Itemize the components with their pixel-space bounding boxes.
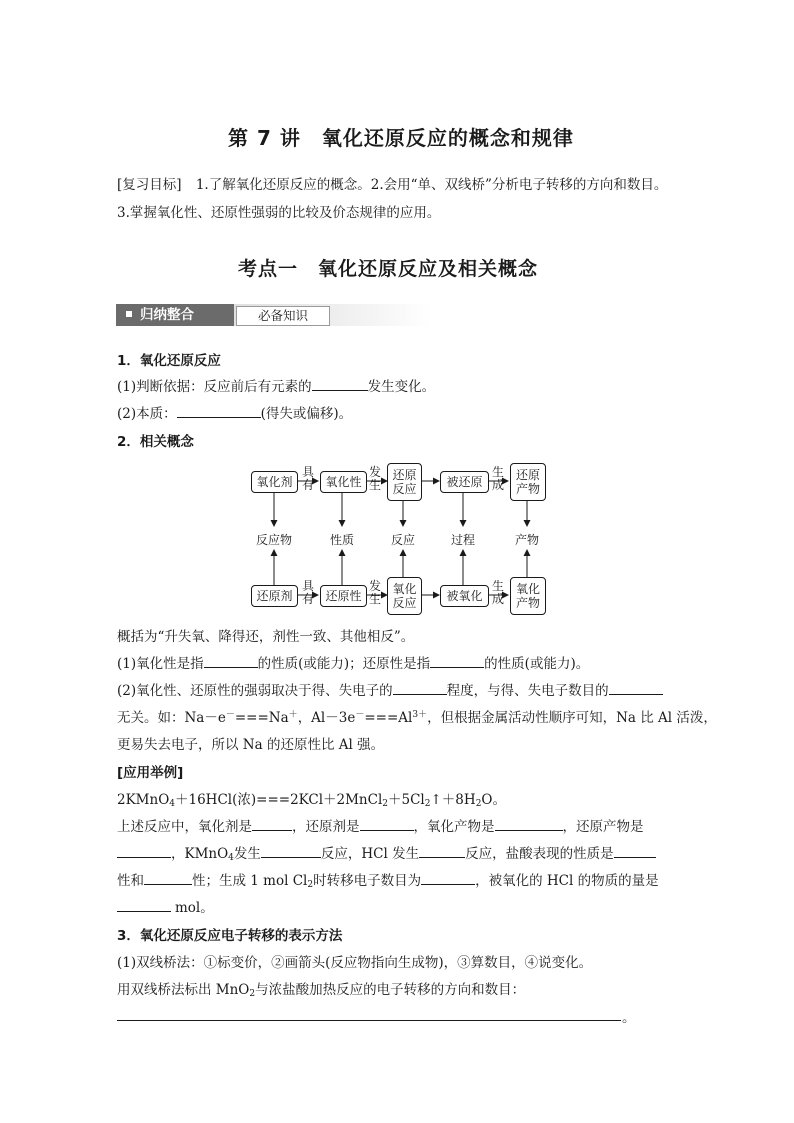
text: ，还原产物是 (562, 819, 644, 835)
item2-p3 (117, 706, 717, 726)
label-undergo-top: 发 生 (368, 465, 381, 492)
answer-blank[interactable] (421, 872, 475, 885)
box-reductant: 还原剂 (251, 585, 298, 607)
example-equation (117, 788, 506, 809)
label-has-bottom: 具 有 (301, 579, 314, 606)
page-title: 第 7 讲 氧化还原反应的概念和规律 (228, 126, 574, 150)
square-icon (126, 311, 132, 317)
text: mol。 (175, 900, 214, 916)
answer-blank[interactable] (430, 655, 484, 668)
text: (1)氧化性是指 (117, 656, 204, 672)
text: ↑＋8H (430, 792, 476, 808)
item1-p1 (117, 375, 435, 395)
box-reducing: 还原性 (320, 585, 367, 607)
subscript: 2 (249, 989, 256, 999)
example-heading: [应用举例] (117, 765, 184, 781)
text: ，被氧化的 HCl 的物质的量是 (475, 873, 659, 889)
box-reduced: 被还原 (440, 471, 489, 493)
text: 反应，HCl 发生 (320, 846, 420, 862)
box-reduction-product: 还原 产物 (510, 463, 546, 501)
text: 发生 (233, 846, 261, 862)
answer-line[interactable] (117, 1020, 621, 1021)
superscript: － (225, 710, 235, 720)
example-line1 (117, 815, 644, 835)
answer-blank[interactable] (144, 872, 192, 885)
text: ，氧化产物是 (413, 819, 495, 835)
answer-blank[interactable] (419, 845, 465, 858)
text: 性和 (117, 873, 144, 889)
subscript: 2 (475, 799, 482, 809)
answer-blank[interactable] (360, 818, 414, 831)
item3-p2 (117, 978, 525, 999)
example-line4 (117, 896, 214, 916)
subscript: 2 (424, 799, 431, 809)
review-goals-label: [复习目标] (117, 177, 182, 193)
item2-p2 (117, 679, 663, 699)
box-oxidant: 氧化剂 (251, 471, 298, 493)
text: (得失或偏移)。 (260, 406, 353, 422)
answer-blank[interactable] (393, 682, 447, 695)
answer-blank[interactable] (609, 682, 663, 695)
text: ，但根据金属活动性顺序可知，Na 比 Al 活泼， (427, 710, 717, 726)
answer-blank[interactable] (312, 378, 368, 391)
label-property: 性质 (329, 533, 354, 547)
answer-blank[interactable] (261, 845, 321, 858)
text: 程度，与得、失电子数目的 (446, 683, 609, 699)
answer-blank[interactable] (117, 845, 171, 858)
text: 性；生成 1 mol Cl (192, 873, 308, 889)
text: ===Na (234, 710, 289, 726)
text: 与浓盐酸加热反应的电子转移的方向和数目： (255, 982, 526, 998)
text: 用双线桥法标出 MnO (117, 982, 250, 998)
item3-heading: 3．氧化还原反应电子转移的表示方法 (117, 928, 343, 944)
superscript: 3＋ (412, 710, 428, 720)
text: ，还原剂是 (292, 819, 360, 835)
text: 的性质(或能力)。 (484, 656, 590, 672)
answer-blank[interactable] (117, 899, 171, 912)
review-goals-text1: 1.了解氧化还原反应的概念。2.会用“单、双线桥”分析电子转移的方向和数目。 (195, 177, 668, 193)
text: ，KMnO (171, 846, 229, 862)
answer-line-end: 。 (622, 1010, 636, 1026)
label-generate-bottom: 生 成 (491, 579, 504, 606)
subscript: 4 (228, 853, 234, 863)
item2-p4: 更易失去电子，所以 Na 的还原性比 Al 强。 (117, 737, 385, 753)
text: 时转移电子数目为 (313, 873, 422, 889)
text: 的性质(或能力)；还原性是指 (257, 656, 431, 672)
section-tag-primary-label: 归纳整合 (140, 307, 194, 323)
box-oxidizing: 氧化性 (320, 471, 367, 493)
label-undergo-bottom: 发 生 (368, 579, 381, 606)
section-tag-secondary: 必备知识 (236, 306, 330, 326)
box-reduction-reaction: 还原 反应 (387, 463, 422, 501)
subscript: 2 (307, 880, 314, 890)
review-goals-line2: 3.掌握氧化性、还原性强弱的比较及价态规律的应用。 (117, 205, 441, 221)
section-tag-primary (116, 304, 234, 326)
example-line2 (117, 842, 656, 863)
text: (2)本质： (117, 406, 177, 422)
subscript: 4 (169, 799, 175, 809)
item1-p2 (117, 402, 352, 422)
label-generate-top: 生 成 (491, 465, 504, 492)
review-goals-line1 (117, 173, 667, 193)
superscript: ＋ (288, 710, 298, 720)
label-reaction: 反应 (390, 533, 415, 547)
item1-heading: 1．氧化还原反应 (117, 353, 221, 369)
example-line3 (117, 869, 659, 890)
answer-blank[interactable] (204, 655, 258, 668)
text: 上述反应中，氧化剂是 (117, 819, 252, 835)
text: 无关。如：Na－e (117, 710, 226, 726)
text: ＋16HCl(浓)===2KCl＋2MnCl (175, 792, 383, 808)
text: 2KMnO (117, 792, 170, 808)
text: O。 (481, 792, 506, 808)
text: ===Al (364, 710, 413, 726)
answer-blank[interactable] (614, 845, 656, 858)
label-reactant: 反应物 (255, 533, 292, 547)
item2-heading: 2．相关概念 (117, 434, 194, 450)
text: ，Al－3e (297, 710, 356, 726)
label-product: 产物 (514, 533, 539, 547)
label-process: 过程 (450, 533, 475, 547)
summary-rule: 概括为“升失氧、降得还，剂性一致、其他相反”。 (117, 629, 415, 645)
superscript: － (355, 710, 365, 720)
text: 发生变化。 (367, 379, 436, 395)
answer-blank[interactable] (252, 818, 292, 831)
subscript: 2 (382, 799, 389, 809)
box-oxidation-product: 氧化 产物 (510, 577, 546, 615)
label-has-top: 具 有 (301, 465, 314, 492)
section-title: 考点一 氧化还原反应及相关概念 (238, 258, 539, 280)
box-oxidized: 被氧化 (440, 585, 489, 607)
text: (2)氧化性、还原性的强弱取决于得、失电子的 (117, 683, 393, 699)
box-oxidation-reaction: 氧化 反应 (387, 577, 422, 615)
answer-blank[interactable] (177, 405, 261, 418)
item3-p1: (1)双线桥法：①标变价，②画箭头(反应物指向生成物)，③算数目，④说变化。 (117, 955, 593, 971)
text: 反应，盐酸表现的性质是 (465, 846, 614, 862)
answer-blank[interactable] (495, 818, 563, 831)
text: (1)判断依据：反应前后有元素的 (117, 379, 312, 395)
item2-p1 (117, 652, 589, 672)
text: ＋5Cl (388, 792, 425, 808)
